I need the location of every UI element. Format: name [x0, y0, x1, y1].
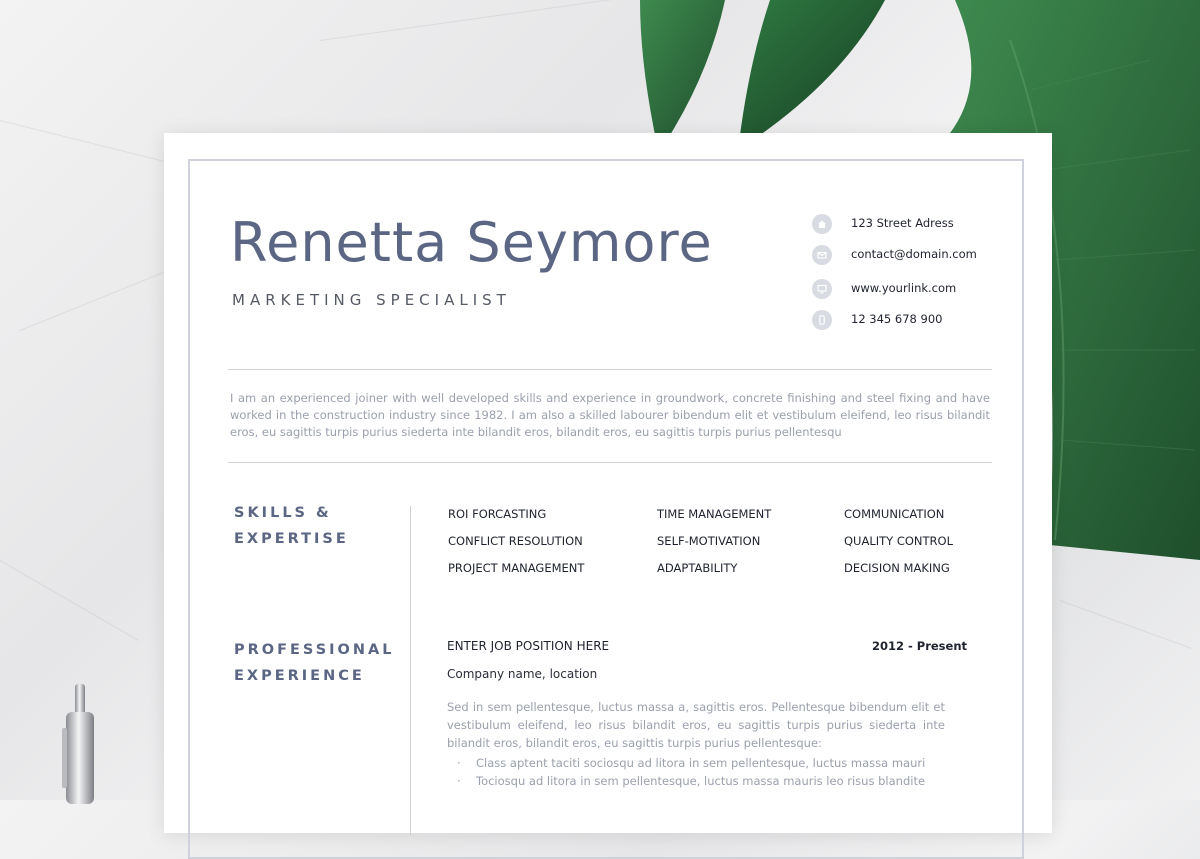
pen-image [56, 684, 104, 804]
skill-item: ROI FORCASTING [448, 507, 547, 521]
contact-address-text: 123 Street Adress [851, 216, 954, 230]
contact-phone-text: 12 345 678 900 [851, 312, 943, 326]
mail-icon [812, 245, 832, 265]
skill-item: PROJECT MANAGEMENT [448, 561, 585, 575]
skill-item: CONFLICT RESOLUTION [448, 534, 583, 548]
header-divider [228, 369, 992, 370]
contact-website-text: www.yourlink.com [851, 281, 957, 295]
contact-address [812, 213, 1012, 243]
phone-icon [812, 310, 832, 330]
experience-title-line1: PROFESSIONAL [234, 642, 395, 658]
resume-page [164, 133, 1052, 833]
contact-phone [812, 309, 1012, 339]
section-vertical-divider [410, 506, 411, 836]
experience-title-line2: EXPERIENCE [234, 668, 365, 684]
job-title: ENTER JOB POSITION HERE [447, 639, 610, 653]
skill-item: SELF-MOTIVATION [657, 534, 761, 548]
contact-list [812, 213, 1012, 340]
monitor-icon [812, 279, 832, 299]
skill-item: DECISION MAKING [844, 561, 950, 575]
marble-vein [1060, 600, 1192, 649]
job-bullet: · Class aptent taciti sociosqu ad litora in sem pellentesque, luctus massa mauri [447, 756, 947, 774]
marble-vein [320, 0, 617, 41]
contact-website [812, 278, 1012, 308]
resume-role: MARKETING SPECIALIST [232, 291, 511, 309]
skill-item: COMMUNICATION [844, 507, 945, 521]
skill-item: QUALITY CONTROL [844, 534, 953, 548]
job-date: 2012 - Present [872, 639, 968, 653]
job-description: Sed in sem pellentesque, luctus massa a, sagittis eros. Pellentesque bibendum elit et vestibulum eleifend, leo risus bilandit eros, eu sagittis turpis purius siederta inte bilandit eros, bilandit eros, eu sagittis turpis purius pellentesque: [447, 700, 945, 750]
contact-email-text: contact@domain.com [851, 247, 977, 261]
skills-section-title [234, 500, 399, 552]
job-company: Company name, location [447, 667, 598, 681]
resume-name: Renetta Seymore [230, 211, 713, 274]
skills-title-line1: SKILLS & [234, 505, 332, 521]
skill-item: TIME MANAGEMENT [657, 507, 772, 521]
experience-section-title [234, 637, 399, 689]
resume-summary: I am an experienced joiner with well developed skills and experience in groundwork, concrete finishing and steel fixing and have worked in the construction industry since 1982. I am also a skilled labourer bibendum elit et vestibulum eleifend, leo risus bilandit eros, eu sagittis turpis purius siederta inte bilandit eros, bilandit eros, eu sagittis turpis purius pellentesqu [230, 391, 990, 439]
marble-vein [0, 560, 139, 641]
home-icon [812, 214, 832, 234]
skill-item: ADAPTABILITY [657, 561, 738, 575]
summary-divider [228, 462, 992, 463]
marble-vein [20, 263, 187, 331]
job-bullet-list [447, 756, 947, 792]
job-bullet: · Tociosqu ad litora in sem pellentesque, luctus massa mauris leo risus blandite [447, 774, 947, 792]
skills-title-line2: EXPERTISE [234, 531, 349, 547]
contact-email [812, 244, 1012, 274]
